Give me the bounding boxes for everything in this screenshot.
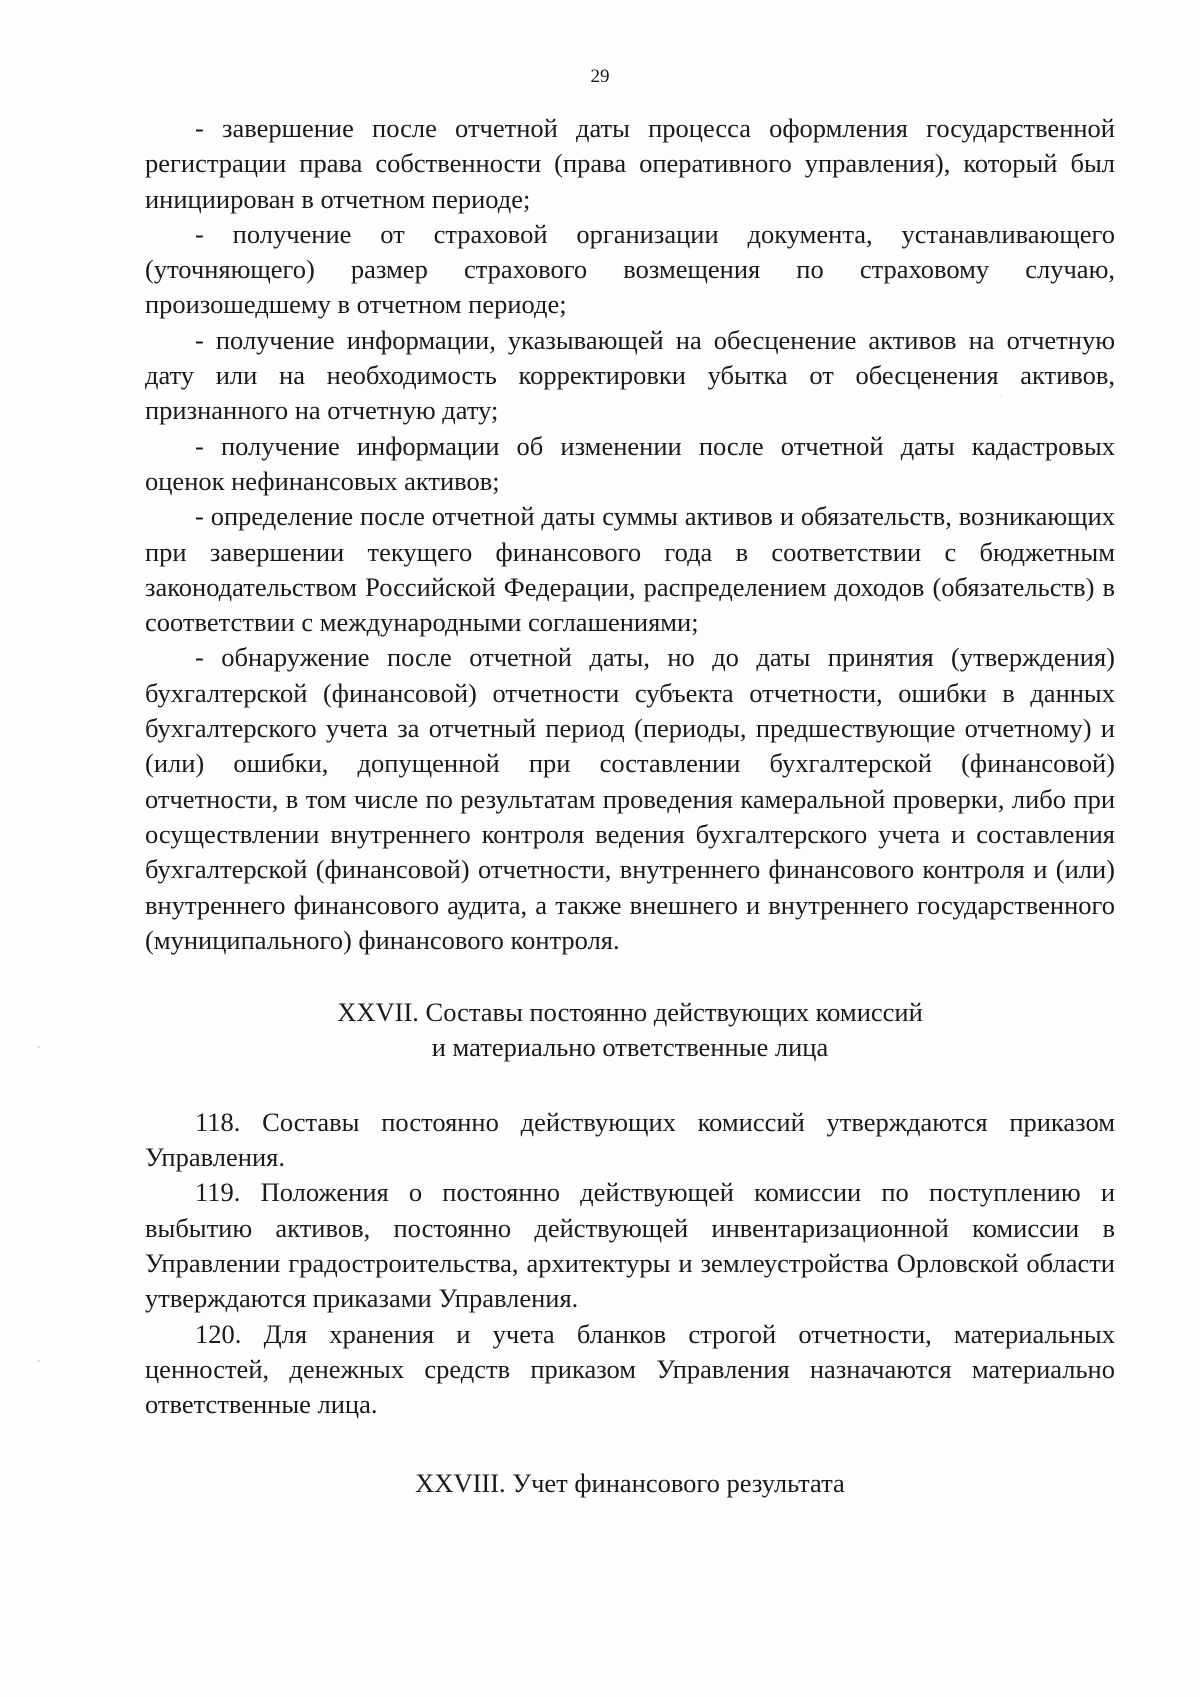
document-body	[145, 111, 1115, 1502]
section-heading-28: XXVIII. Учет финансового результата	[415, 1468, 845, 1499]
page-number: 29	[590, 66, 610, 87]
paragraph-impairment-info: - получение информации, указывающей на обесценение активов на отчетную дату или на необходимость корректировки убытка от обесценения активов, признанного на отчетную дату;	[145, 324, 1115, 426]
section-heading-27	[145, 995, 1115, 1066]
paragraph-assets-liabilities: - определение после отчетной даты суммы активов и обязательств, возникающих при завершении текущего финансового года в соответствии с бюджетным законодательством Российской Федерации, распределением доходов (обязательств) в соответствии с международными соглашениями;	[145, 501, 1115, 638]
paragraph-state-registration: - завершение после отчетной даты процесса оформления государственной регистрации права собственности (права оперативного управления), который был инициирован в отчетном периоде;	[145, 113, 1115, 214]
paragraph-119: 119. Положения о постоянно действующей комиссии по поступлению и выбытию активов, постоянно действующей инвентаризационной комиссии в Управлении градостроительства, архитектуры и землеустройства Орловской области утверждаются приказами Управления.	[145, 1177, 1115, 1314]
paragraph-118: 118. Составы постоянно действующих комиссий утверждаются приказом Управления.	[145, 1106, 1115, 1173]
paragraph-120: 120. Для хранения и учета бланков строгой отчетности, материальных ценностей, денежных средств приказом Управления назначаются материально ответственные лица.	[145, 1318, 1115, 1420]
scan-speck	[1001, 395, 1002, 398]
section-heading-27-line1: XXVII. Составы постоянно действующих комиссий	[337, 997, 923, 1028]
scan-speck	[38, 1360, 40, 1362]
section-heading-27-line2: и материально ответственные лица	[431, 1032, 829, 1063]
paragraph-error-detection: - обнаружение после отчетной даты, но до даты принятия (утверждения) бухгалтерской (финансовой) отчетности субъекта отчетности, ошибки в данных бухгалтерского учета за отчетный период (периоды, предшествующие отчетному) и (или) ошибки, допущенной при составлении бухгалтерской (финансовой) отчетности, в том числе по результатам проведения камеральной проверки, либо при осуществлении внутреннего контроля ведения бухгалтерского учета и составления бухгалтерской (финансовой) отчетности, внутреннего финансового контроля и (или) внутреннего финансового аудита, а также внешнего и внутреннего государственного (муниципального) финансового контроля.	[145, 642, 1115, 955]
scan-speck	[38, 1046, 40, 1048]
paragraph-insurance-document: - получение от страховой организации документа, устанавливающего (уточняющего) размер страхового возмещения по страховому случаю, произошедшему в отчетном периоде;	[145, 218, 1115, 320]
paragraph-cadastral-valuation: - получение информации об изменении после отчетной даты кадастровых оценок нефинансовых активов;	[145, 430, 1115, 496]
